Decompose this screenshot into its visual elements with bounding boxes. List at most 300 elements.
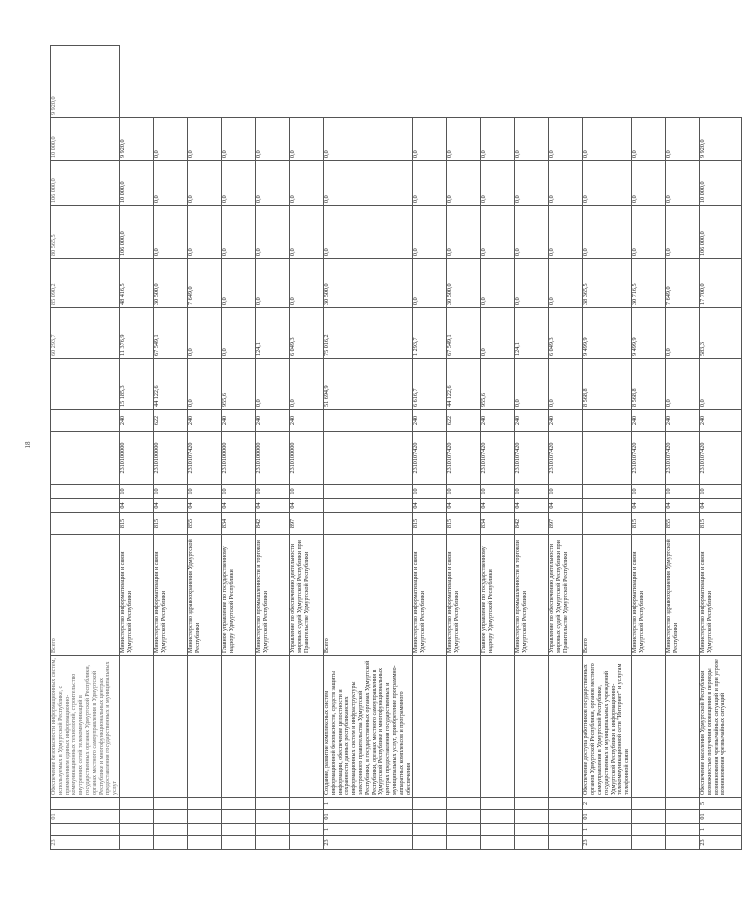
cell-vr: 622	[447, 410, 481, 432]
cell-rz: 04	[549, 499, 583, 513]
cell-om-code: 01	[51, 810, 120, 824]
cell-grbs	[51, 513, 120, 535]
cell-vr	[51, 410, 120, 432]
cell-amount-2019: 0,0	[187, 161, 221, 206]
cell-amount-2018: 106 000,0	[119, 206, 153, 259]
table-row	[289, 46, 323, 850]
cell-pp-code	[549, 824, 583, 836]
cell-amount-2019: 0,0	[515, 161, 549, 206]
table-row	[51, 46, 120, 850]
cell-amount-2016: 75 016,2	[323, 308, 412, 359]
cell-amount-2015: 8 568,8	[631, 359, 665, 410]
cell-measure-name: Обеспечение безопасности информационных систем, используемых в Удмуртской Республике, с применением единых информационно-коммуникационных технологий, строительство внутренних сетей телекоммуникаций в государственных органах Удмуртской Республики, органах местного самоуправления в Удмуртской Республике и многофункциональных центрах предоставления государственных и муниципальных услуг	[51, 656, 120, 798]
cell-amount-2016: 11 376,9	[119, 308, 153, 359]
cell-vr: 240	[187, 410, 221, 432]
cell-pp-code	[447, 824, 481, 836]
cell-amount-2018: 0,0	[515, 206, 549, 259]
cell-om-code	[255, 810, 289, 824]
cell-amount-2020: 0,0	[447, 118, 481, 161]
cell-grbs: 815	[631, 513, 665, 535]
cell-amount-2017: 17 700,0	[699, 259, 741, 308]
cell-amount-2015: 44 122,6	[153, 359, 187, 410]
cell-amount-2016: 9 499,9	[583, 308, 632, 359]
cell-grbs	[583, 513, 632, 535]
cell-measure-name	[631, 656, 665, 798]
cell-pr: 10	[221, 485, 255, 499]
cell-amount-2018: 0,0	[153, 206, 187, 259]
cell-undefined: 9 920,0	[51, 46, 120, 118]
budget-table-container	[50, 45, 727, 850]
cell-m-code	[255, 798, 289, 810]
cell-rz: 04	[631, 499, 665, 513]
cell-pr: 10	[665, 485, 699, 499]
cell-pr: 10	[515, 485, 549, 499]
cell-amount-2019: 0,0	[481, 161, 515, 206]
cell-amount-2018: 0,0	[665, 206, 699, 259]
cell-amount-2017: 85 090,2	[51, 259, 120, 308]
cell-amount-2016: 9 499,9	[631, 308, 665, 359]
cell-pr: 10	[289, 485, 323, 499]
cell-amount-2020: 0,0	[631, 118, 665, 161]
table-row	[447, 46, 481, 850]
page-number: 18	[24, 441, 32, 449]
table-row	[187, 46, 221, 850]
cell-executor: Всего	[323, 535, 412, 656]
cell-measure-name	[481, 656, 515, 798]
cell-executor: Главное управление по государственному надзору Удмуртской Республики	[221, 535, 255, 656]
table-row	[413, 46, 447, 850]
cell-amount-2015: 0,0	[699, 359, 741, 410]
cell-gp-code	[221, 836, 255, 850]
cell-amount-2020: 0,0	[289, 118, 323, 161]
cell-amount-2018: 0,0	[187, 206, 221, 259]
cell-rz: 04	[699, 499, 741, 513]
cell-gp-code	[289, 836, 323, 850]
cell-pp-code	[289, 824, 323, 836]
table-row	[699, 46, 741, 850]
cell-grbs: 815	[447, 513, 481, 535]
cell-om-code	[481, 810, 515, 824]
cell-amount-2016: 67 549,1	[447, 308, 481, 359]
cell-rz: 04	[665, 499, 699, 513]
cell-amount-2018: 106 000,0	[699, 206, 741, 259]
cell-amount-2019: 0,0	[289, 161, 323, 206]
cell-vr: 240	[699, 410, 741, 432]
cell-measure-name	[549, 656, 583, 798]
cell-amount-2020: 9 920,0	[119, 118, 153, 161]
cell-amount-2018: 0,0	[481, 206, 515, 259]
cell-amount-2017: 30 500,0	[153, 259, 187, 308]
cell-measure-name	[119, 656, 153, 798]
cell-grbs: 815	[413, 513, 447, 535]
cell-amount-2017: 30 500,0	[323, 259, 412, 308]
cell-vr: 240	[549, 410, 583, 432]
cell-vr: 240	[515, 410, 549, 432]
cell-pr: 10	[255, 485, 289, 499]
cell-csr: 2310107420	[187, 432, 221, 485]
cell-csr: 2310100000	[119, 432, 153, 485]
cell-amount-2019: 0,0	[665, 161, 699, 206]
cell-m-code	[221, 798, 255, 810]
cell-amount-2015	[51, 359, 120, 410]
cell-amount-2020: 0,0	[153, 118, 187, 161]
cell-om-code	[447, 810, 481, 824]
cell-m-code	[119, 798, 153, 810]
cell-pr: 10	[447, 485, 481, 499]
cell-pr: 10	[481, 485, 515, 499]
cell-rz	[51, 499, 120, 513]
budget-table	[50, 45, 742, 850]
cell-csr: 2310107420	[481, 432, 515, 485]
cell-csr: 2310107420	[699, 432, 741, 485]
cell-amount-2018: 0,0	[583, 206, 632, 259]
cell-measure-name	[255, 656, 289, 798]
table-row	[481, 46, 515, 850]
cell-amount-2016: 67 549,1	[153, 308, 187, 359]
cell-grbs: 815	[119, 513, 153, 535]
cell-amount-2018: 0,0	[447, 206, 481, 259]
cell-amount-2017: 38 365,5	[583, 259, 632, 308]
cell-m-code	[447, 798, 481, 810]
cell-vr: 240	[289, 410, 323, 432]
cell-amount-2015: 44 122,6	[447, 359, 481, 410]
cell-pr	[51, 485, 120, 499]
cell-amount-2016: 6 049,3	[549, 308, 583, 359]
cell-om-code	[665, 810, 699, 824]
cell-amount-2016: 0,0	[221, 308, 255, 359]
cell-grbs: 842	[255, 513, 289, 535]
cell-measure-name: Обеспечение доступа работников государственных органов Удмуртской Республики, органов местного самоуправления в Удмуртской Республике, государственных и муниципальных учреждений Удмуртской Республики к информационно-телекоммуникационной сети "Интернет" и услугам телефонной связи	[583, 656, 632, 798]
cell-amount-2020: 9 920,0	[699, 118, 741, 161]
cell-amount-2016: 124,1	[515, 308, 549, 359]
cell-amount-2017: 7 649,0	[665, 259, 699, 308]
cell-executor: Всего	[51, 535, 120, 656]
cell-executor: Министерство информатизации и связи Удмуртской Республики	[119, 535, 153, 656]
cell-amount-2015: 0,0	[549, 359, 583, 410]
cell-pp-code	[153, 824, 187, 836]
cell-rz: 04	[515, 499, 549, 513]
cell-gp-code	[447, 836, 481, 850]
cell-amount-2019: 0,0	[153, 161, 187, 206]
cell-om-code	[119, 810, 153, 824]
cell-amount-2019: 0,0	[255, 161, 289, 206]
cell-rz: 04	[221, 499, 255, 513]
cell-vr: 240	[481, 410, 515, 432]
cell-csr	[51, 432, 120, 485]
cell-om-code: 01	[699, 810, 741, 824]
cell-amount-2015: 8 568,8	[583, 359, 632, 410]
cell-executor: Главное управление по государственному надзору Удмуртской Республики	[481, 535, 515, 656]
table-row	[119, 46, 153, 850]
cell-amount-2017: 7 649,0	[187, 259, 221, 308]
cell-m-code: 5	[699, 798, 741, 810]
cell-vr: 240	[255, 410, 289, 432]
cell-gp-code: 23	[323, 836, 412, 850]
cell-amount-2017: 0,0	[481, 259, 515, 308]
cell-amount-2015: 51 694,9	[323, 359, 412, 410]
cell-pp-code	[255, 824, 289, 836]
cell-amount-2019: 0,0	[323, 161, 412, 206]
cell-gp-code	[631, 836, 665, 850]
cell-amount-2020: 0,0	[187, 118, 221, 161]
cell-rz: 04	[447, 499, 481, 513]
table-row	[665, 46, 699, 850]
table-row	[255, 46, 289, 850]
cell-executor: Всего	[583, 535, 632, 656]
cell-amount-2018: 0,0	[631, 206, 665, 259]
cell-amount-2018: 0,0	[221, 206, 255, 259]
cell-amount-2017: 0,0	[255, 259, 289, 308]
cell-om-code	[221, 810, 255, 824]
cell-amount-2019: 0,0	[447, 161, 481, 206]
cell-pp-code	[481, 824, 515, 836]
cell-amount-2018: 80 565,5	[51, 206, 120, 259]
cell-csr	[583, 432, 632, 485]
cell-csr: 2310100000	[153, 432, 187, 485]
table-row	[515, 46, 549, 850]
cell-amount-2017: 30 716,5	[631, 259, 665, 308]
cell-amount-2020: 0,0	[665, 118, 699, 161]
cell-amount-2019: 10 000,0	[119, 161, 153, 206]
cell-grbs: 855	[187, 513, 221, 535]
cell-pp-code: 1	[583, 824, 632, 836]
cell-grbs: 834	[481, 513, 515, 535]
cell-amount-2015: 0,0	[187, 359, 221, 410]
cell-gp-code	[255, 836, 289, 850]
cell-measure-name	[515, 656, 549, 798]
cell-amount-2016: 583,3	[699, 308, 741, 359]
cell-pp-code	[631, 824, 665, 836]
cell-csr: 2310100000	[255, 432, 289, 485]
cell-grbs: 834	[221, 513, 255, 535]
cell-amount-2017: 0,0	[289, 259, 323, 308]
cell-executor: Министерство информатизации и связи Удмуртской Республики	[153, 535, 187, 656]
cell-m-code	[549, 798, 583, 810]
cell-pr: 10	[153, 485, 187, 499]
cell-amount-2017: 30 500,0	[447, 259, 481, 308]
cell-amount-2019: 0,0	[631, 161, 665, 206]
cell-amount-2018: 0,0	[255, 206, 289, 259]
cell-om-code: 01	[323, 810, 412, 824]
cell-pp-code	[51, 824, 120, 836]
cell-m-code	[481, 798, 515, 810]
cell-m-code	[153, 798, 187, 810]
cell-m-code	[187, 798, 221, 810]
cell-rz: 04	[413, 499, 447, 513]
cell-grbs: 842	[515, 513, 549, 535]
cell-amount-2017: 0,0	[549, 259, 583, 308]
cell-vr: 240	[631, 410, 665, 432]
table-row	[631, 46, 665, 850]
cell-om-code: 01	[583, 810, 632, 824]
cell-rz: 04	[187, 499, 221, 513]
cell-m-code	[289, 798, 323, 810]
cell-executor: Управление по обеспечению деятельности мировых судей Удмуртской Республики при Правительстве Удмуртской Республики	[549, 535, 583, 656]
cell-amount-2019: 0,0	[221, 161, 255, 206]
cell-gp-code	[187, 836, 221, 850]
cell-executor: Министерство информатизации и связи Удмуртской Республики	[447, 535, 481, 656]
cell-gp-code	[549, 836, 583, 850]
cell-amount-2016: 1 293,7	[413, 308, 447, 359]
cell-rz: 04	[289, 499, 323, 513]
cell-amount-2020: 0,0	[549, 118, 583, 161]
cell-measure-name	[187, 656, 221, 798]
cell-amount-2020: 0,0	[413, 118, 447, 161]
cell-executor: Министерство здравоохранения Удмуртской Республики	[187, 535, 221, 656]
cell-rz: 04	[255, 499, 289, 513]
cell-pp-code	[119, 824, 153, 836]
cell-gp-code	[153, 836, 187, 850]
cell-executor: Министерство промышленности и торговли Удмуртской Республики	[255, 535, 289, 656]
cell-csr: 2310107420	[549, 432, 583, 485]
cell-amount-2020: 0,0	[481, 118, 515, 161]
cell-amount-2018: 0,0	[323, 206, 412, 259]
cell-amount-2020: 0,0	[323, 118, 412, 161]
cell-amount-2020: 10 000,0	[51, 118, 120, 161]
cell-amount-2018: 0,0	[289, 206, 323, 259]
cell-amount-2018: 0,0	[549, 206, 583, 259]
cell-amount-2015: 6 616,7	[413, 359, 447, 410]
cell-pr: 10	[549, 485, 583, 499]
cell-pp-code	[221, 824, 255, 836]
table-row	[583, 46, 632, 850]
cell-amount-2017: 0,0	[515, 259, 549, 308]
cell-grbs: 815	[153, 513, 187, 535]
cell-gp-code	[515, 836, 549, 850]
cell-pp-code	[665, 824, 699, 836]
cell-om-code	[153, 810, 187, 824]
cell-amount-2015: 955,6	[481, 359, 515, 410]
cell-gp-code	[413, 836, 447, 850]
cell-m-code	[515, 798, 549, 810]
cell-measure-name: Обеспечение населения Удмуртской Республики возможностью получения оповещения в периоды возникновения чрезвычайных ситуаций и при угрозе возникновения чрезвычайных ситуаций	[699, 656, 741, 798]
cell-amount-2019: 0,0	[549, 161, 583, 206]
cell-gp-code: 23	[51, 836, 120, 850]
cell-amount-2019: 10 000,0	[699, 161, 741, 206]
cell-csr: 2310107420	[665, 432, 699, 485]
cell-measure-name	[289, 656, 323, 798]
cell-pr: 10	[187, 485, 221, 499]
cell-amount-2016: 0,0	[665, 308, 699, 359]
cell-m-code	[631, 798, 665, 810]
cell-executor: Управление по обеспечению деятельности мировых судей Удмуртской Республики при Правительстве Удмуртской Республики	[289, 535, 323, 656]
cell-amount-2018: 0,0	[413, 206, 447, 259]
cell-grbs: 897	[549, 513, 583, 535]
cell-pp-code: 1	[323, 824, 412, 836]
cell-executor: Министерство информатизации и связи Удмуртской Республики	[413, 535, 447, 656]
cell-vr	[323, 410, 412, 432]
cell-om-code	[413, 810, 447, 824]
cell-csr: 2310107420	[447, 432, 481, 485]
table-row	[221, 46, 255, 850]
cell-pr: 10	[119, 485, 153, 499]
cell-pr	[323, 485, 412, 499]
cell-amount-2015: 0,0	[515, 359, 549, 410]
cell-m-code: 2	[583, 798, 632, 810]
cell-pp-code: 1	[699, 824, 741, 836]
cell-m-code	[413, 798, 447, 810]
cell-executor: Министерство информатизации и связи Удмуртской Республики	[631, 535, 665, 656]
cell-vr: 240	[221, 410, 255, 432]
cell-measure-name: Создание, развитие комплексных систем информационной безопасности, средств защиты информации, обеспечение целостности и сохранности данных республиканских информационных систем и инфраструктуры электронного правительства Удмуртской Республики, в государственных органах Удмуртской Республики, органах местного самоуправления в Удмуртской Республике и многофункциональных центрах предоставления государственных и муниципальных услуг, приобретение программно-аппаратных комплексов и программного обеспечения	[323, 656, 412, 798]
cell-amount-2015: 0,0	[255, 359, 289, 410]
cell-pp-code	[187, 824, 221, 836]
cell-amount-2015: 955,6	[221, 359, 255, 410]
cell-amount-2016: 60 293,7	[51, 308, 120, 359]
cell-amount-2019: 0,0	[583, 161, 632, 206]
cell-csr: 2310100000	[289, 432, 323, 485]
cell-amount-2015: 0,0	[665, 359, 699, 410]
cell-rz	[583, 499, 632, 513]
cell-measure-name	[153, 656, 187, 798]
cell-measure-name	[447, 656, 481, 798]
cell-measure-name	[413, 656, 447, 798]
cell-pr: 10	[413, 485, 447, 499]
table-row	[549, 46, 583, 850]
cell-grbs: 815	[699, 513, 741, 535]
cell-amount-2019: 0,0	[413, 161, 447, 206]
cell-amount-2017: 0,0	[413, 259, 447, 308]
cell-amount-2020: 0,0	[221, 118, 255, 161]
cell-gp-code	[665, 836, 699, 850]
table-row	[153, 46, 187, 850]
cell-measure-name	[665, 656, 699, 798]
cell-amount-2015: 15 185,3	[119, 359, 153, 410]
cell-amount-2016: 6 049,3	[289, 308, 323, 359]
table-row	[323, 46, 412, 850]
cell-vr: 240	[665, 410, 699, 432]
cell-pr	[583, 485, 632, 499]
cell-amount-2017: 48 416,5	[119, 259, 153, 308]
cell-csr: 2310100000	[221, 432, 255, 485]
cell-measure-name	[221, 656, 255, 798]
cell-rz	[323, 499, 412, 513]
cell-grbs	[323, 513, 412, 535]
cell-rz: 04	[481, 499, 515, 513]
cell-amount-2020: 0,0	[583, 118, 632, 161]
cell-amount-2019: 106 000,0	[51, 161, 120, 206]
cell-pr: 10	[631, 485, 665, 499]
cell-m-code: 1	[323, 798, 412, 810]
cell-csr: 2310107420	[631, 432, 665, 485]
cell-amount-2020: 0,0	[515, 118, 549, 161]
cell-om-code	[515, 810, 549, 824]
cell-grbs: 897	[289, 513, 323, 535]
cell-executor: Министерство здравоохранения Удмуртской Республики	[665, 535, 699, 656]
cell-vr: 622	[153, 410, 187, 432]
cell-csr: 2310107420	[515, 432, 549, 485]
cell-rz: 04	[119, 499, 153, 513]
cell-m-code	[665, 798, 699, 810]
cell-om-code	[549, 810, 583, 824]
cell-gp-code: 23	[699, 836, 741, 850]
cell-vr	[583, 410, 632, 432]
cell-om-code	[631, 810, 665, 824]
cell-pp-code	[515, 824, 549, 836]
cell-vr: 240	[413, 410, 447, 432]
cell-gp-code	[481, 836, 515, 850]
cell-gp-code: 23	[583, 836, 632, 850]
cell-amount-2016: 0,0	[481, 308, 515, 359]
cell-m-code	[51, 798, 120, 810]
cell-csr: 2310107420	[413, 432, 447, 485]
cell-amount-2017: 0,0	[221, 259, 255, 308]
cell-amount-2016: 0,0	[187, 308, 221, 359]
cell-rz: 04	[153, 499, 187, 513]
cell-vr: 240	[119, 410, 153, 432]
cell-grbs: 855	[665, 513, 699, 535]
cell-amount-2015: 0,0	[289, 359, 323, 410]
